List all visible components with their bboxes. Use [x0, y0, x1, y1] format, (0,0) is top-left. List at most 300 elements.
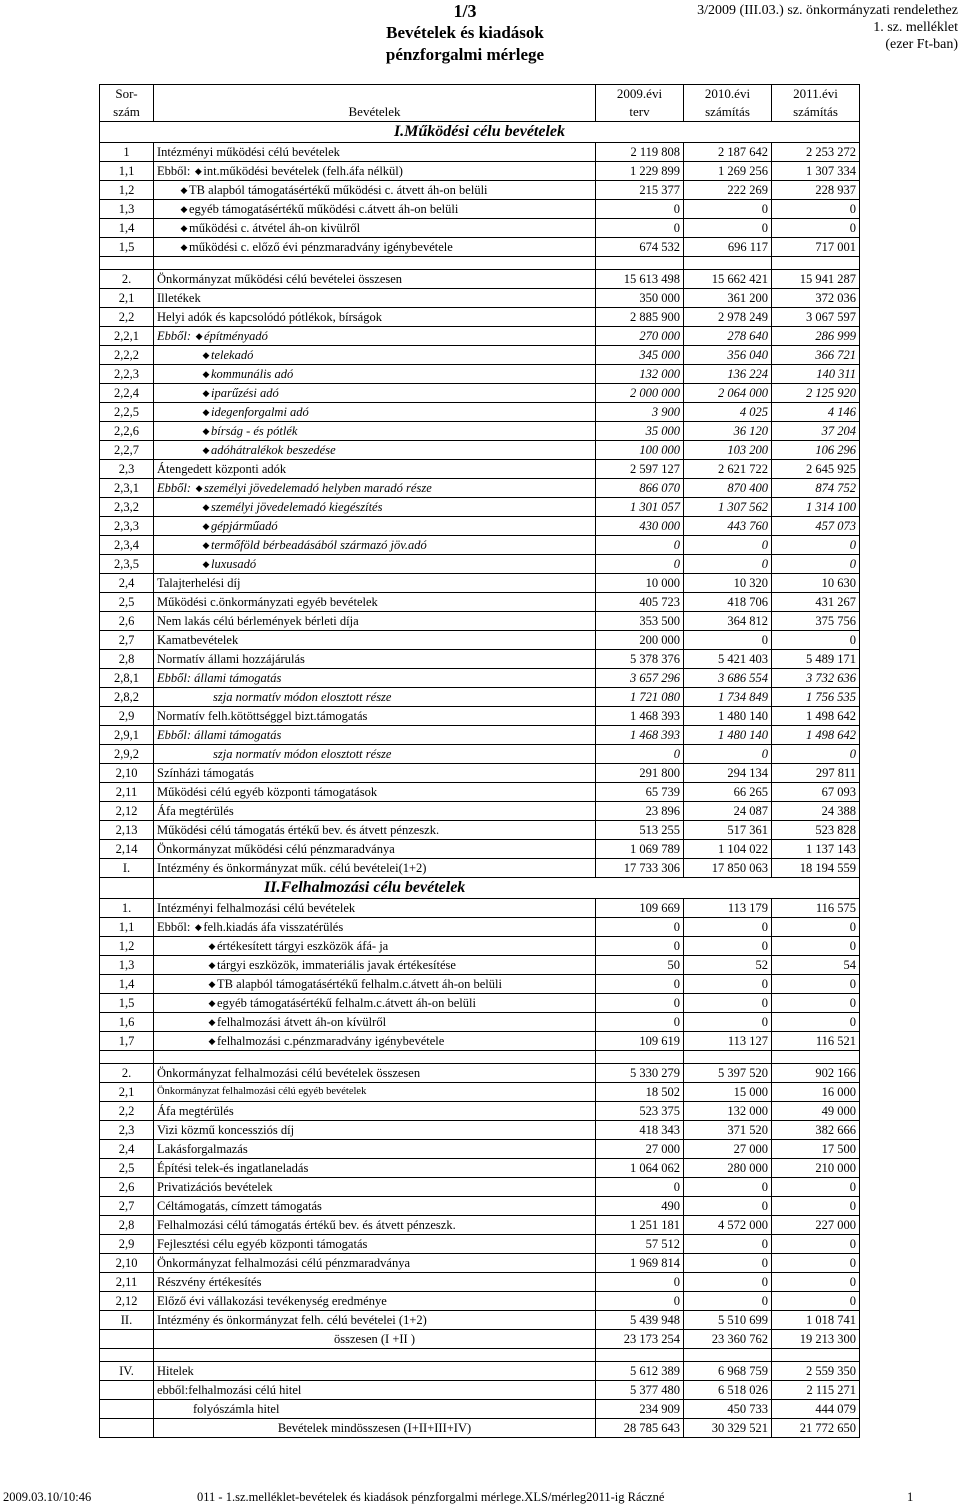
diamond-bullet-icon: ◆: [202, 426, 210, 436]
row-number: 2,3,2: [100, 498, 154, 517]
value-2011: 1 756 535: [772, 688, 860, 707]
row-label: Felhalmozási célú támogatás értékű bev. és átvett pénzeszk.: [157, 1218, 456, 1232]
row-number: 2,9,2: [100, 745, 154, 764]
value-2011: 1 314 100: [772, 498, 860, 517]
row-item-label: TB alapból támogatásértékű működési c. átvett áh-on belüli: [189, 183, 488, 197]
value-2010: 0: [684, 918, 772, 937]
row-number: 1.: [100, 899, 154, 918]
row-description: [154, 956, 596, 975]
row-label: Önkormányzat működési célú pénzmaradványa: [157, 842, 395, 856]
value-2011: 24 388: [772, 802, 860, 821]
value-2011: 19 213 300: [772, 1330, 860, 1349]
bullet-item: [157, 519, 278, 533]
value-2009: 405 723: [596, 593, 684, 612]
value-2009: 1 721 080: [596, 688, 684, 707]
row-number: 2,11: [100, 1273, 154, 1292]
row-description: [154, 1400, 596, 1419]
table-row: [100, 1254, 860, 1273]
value-2010: 132 000: [684, 1102, 772, 1121]
value-2011: 0: [772, 1273, 860, 1292]
row-label: Lakásforgalmazás: [157, 1142, 248, 1156]
table-row: [100, 308, 860, 327]
row-total-label: összesen (I +II ): [334, 1332, 415, 1346]
row-number: 2,2,4: [100, 384, 154, 403]
value-2009: 35 000: [596, 422, 684, 441]
row-number: 2,3,1: [100, 479, 154, 498]
value-2010: 17 850 063: [684, 859, 772, 878]
bullet-item: [157, 1034, 444, 1048]
value-2010: 222 269: [684, 181, 772, 200]
value-2009: 50: [596, 956, 684, 975]
row-number: 2.: [100, 270, 154, 289]
value-2010: 66 265: [684, 783, 772, 802]
table-row: [100, 422, 860, 441]
row-label: Működési célú támogatás értékű bev. és átvett pénzeszk.: [157, 823, 440, 837]
value-2009: 5 378 376: [596, 650, 684, 669]
footer-date: 2009.03.10/10:46: [3, 1490, 92, 1504]
table-row: [100, 745, 860, 764]
row-number: 1,5: [100, 238, 154, 257]
hdr-szamitas-2010: számítás: [684, 103, 772, 122]
value-2010: 361 200: [684, 289, 772, 308]
table-row: [100, 1381, 860, 1400]
row-description: [154, 1159, 596, 1178]
row-description: [154, 384, 596, 403]
value-2009: 132 000: [596, 365, 684, 384]
value-2010: 2 064 000: [684, 384, 772, 403]
value-2011: 54: [772, 956, 860, 975]
row-label: Fejlesztési célu egyéb központi támogatás: [157, 1237, 368, 1251]
table-row: [100, 612, 860, 631]
row-description: [154, 937, 596, 956]
section-2-title: II.Felhalmozási célu bevételek: [154, 878, 860, 899]
table-row: [100, 1330, 860, 1349]
table-row: [100, 764, 860, 783]
value-2009: 0: [596, 1178, 684, 1197]
table-row: [100, 162, 860, 181]
row-description: [154, 270, 596, 289]
table-row: [100, 441, 860, 460]
value-2009: 5 612 389: [596, 1362, 684, 1381]
value-2010: 24 087: [684, 802, 772, 821]
table-row: [100, 1419, 860, 1438]
row-description: [154, 688, 596, 707]
row-description: [154, 219, 596, 238]
table-row: [100, 327, 860, 346]
table-row: [100, 1178, 860, 1197]
value-2009: 0: [596, 536, 684, 555]
bullet-item: [157, 183, 488, 197]
value-2010: 0: [684, 1178, 772, 1197]
bullet-item: [190, 920, 343, 934]
row-description: [154, 143, 596, 162]
value-2010: 113 127: [684, 1032, 772, 1051]
table-row: [100, 1121, 860, 1140]
table-row: [100, 975, 860, 994]
value-2011: 457 073: [772, 517, 860, 536]
row-number: 1,7: [100, 1032, 154, 1051]
row-description: [154, 994, 596, 1013]
value-2011: 116 575: [772, 899, 860, 918]
hdr-terv: terv: [596, 103, 684, 122]
bullet-item: [157, 557, 256, 571]
value-2011: 0: [772, 536, 860, 555]
diamond-bullet-icon: ◆: [208, 960, 216, 970]
value-2011: 49 000: [772, 1102, 860, 1121]
bullet-item: [157, 221, 360, 235]
value-2009: 10 000: [596, 574, 684, 593]
diamond-bullet-icon: ◆: [202, 350, 210, 360]
row-item-label: személyi jövedelemadó helyben maradó része: [204, 481, 432, 495]
spacer-row: [100, 257, 860, 270]
row-label: Helyi adók és kapcsolódó pótlékok, bírságok: [157, 310, 382, 324]
footer-file: 011 - 1.sz.melléklet-bevételek és kiadások pénzforgalmi mérlege.XLS/mérleg2011-ig Ráczné: [197, 1490, 665, 1504]
value-2009: 345 000: [596, 346, 684, 365]
value-2009: 0: [596, 975, 684, 994]
row-description: [154, 1235, 596, 1254]
value-2011: 3 067 597: [772, 308, 860, 327]
row-number: 2,1: [100, 1083, 154, 1102]
value-2010: 418 706: [684, 593, 772, 612]
value-2011: 0: [772, 555, 860, 574]
value-2010: 870 400: [684, 479, 772, 498]
table-row: [100, 143, 860, 162]
table-row: [100, 200, 860, 219]
value-2010: 4 572 000: [684, 1216, 772, 1235]
table-row: [100, 956, 860, 975]
bullet-item: [157, 500, 382, 514]
row-description: [154, 821, 596, 840]
doc-title-1: Bevételek és kiadások: [386, 23, 544, 42]
value-2009: 490: [596, 1197, 684, 1216]
table-row: [100, 574, 860, 593]
row-number: 2,8: [100, 1216, 154, 1235]
row-description: [154, 1032, 596, 1051]
row-number: 2,2,1: [100, 327, 154, 346]
value-2010: 1 269 256: [684, 162, 772, 181]
row-description: [154, 707, 596, 726]
table-row: [100, 1292, 860, 1311]
row-label: Intézményi működési célú bevételek: [157, 145, 340, 159]
row-number: 2,9: [100, 1235, 154, 1254]
row-label: Színházi támogatás: [157, 766, 254, 780]
row-description: [154, 1216, 596, 1235]
row-label: Önkormányzat felhalmozási célú bevételek összesen: [157, 1066, 421, 1080]
value-2009: 5 330 279: [596, 1064, 684, 1083]
value-2010: 23 360 762: [684, 1330, 772, 1349]
diamond-bullet-icon: ◆: [180, 185, 188, 195]
row-label: Privatizációs bevételek: [157, 1180, 273, 1194]
diamond-bullet-icon: ◆: [202, 521, 210, 531]
value-2010: 0: [684, 937, 772, 956]
row-description: [154, 422, 596, 441]
row-number: 1,3: [100, 956, 154, 975]
row-description: [154, 1362, 596, 1381]
diamond-bullet-icon: ◆: [202, 369, 210, 379]
value-2009: 1 468 393: [596, 726, 684, 745]
table-row: [100, 631, 860, 650]
annex-ref: 1. sz. melléklet: [873, 20, 958, 35]
value-2011: 366 721: [772, 346, 860, 365]
value-2009: 0: [596, 1273, 684, 1292]
row-description: [154, 1064, 596, 1083]
value-2010: 36 120: [684, 422, 772, 441]
row-description: [154, 1083, 596, 1102]
value-2011: 106 296: [772, 441, 860, 460]
value-2009: 350 000: [596, 289, 684, 308]
row-number: 2,2,5: [100, 403, 154, 422]
value-2009: 17 733 306: [596, 859, 684, 878]
row-item-label: értékesített tárgyi eszközök áfá- ja: [217, 939, 389, 953]
table-row: [100, 479, 860, 498]
diamond-bullet-icon: ◆: [208, 998, 216, 1008]
value-2009: 23 896: [596, 802, 684, 821]
row-description: [154, 745, 596, 764]
header-row-1: [100, 85, 860, 104]
value-2010: 371 520: [684, 1121, 772, 1140]
spacer-row: [100, 1051, 860, 1064]
row-label: Ebből: állami támogatás: [157, 671, 282, 685]
doc-title-2: pénzforgalmi mérlege: [385, 45, 545, 64]
value-2009: 215 377: [596, 181, 684, 200]
row-label: Vizi közmű koncessziós díj: [157, 1123, 295, 1137]
diamond-bullet-icon: ◆: [195, 483, 203, 493]
value-2009: 2 885 900: [596, 308, 684, 327]
row-sub-label: szja normatív módon elosztott része: [213, 747, 392, 761]
row-item-label: gépjárműadó: [211, 519, 278, 533]
row-number: 2,3: [100, 460, 154, 479]
value-2011: 0: [772, 1292, 860, 1311]
table-row: [100, 707, 860, 726]
diamond-bullet-icon: ◆: [194, 166, 202, 176]
value-2011: 21 772 650: [772, 1419, 860, 1438]
value-2010: 113 179: [684, 899, 772, 918]
table-row: [100, 783, 860, 802]
row-number: I.: [100, 859, 154, 878]
value-2011: 382 666: [772, 1121, 860, 1140]
value-2011: 0: [772, 1197, 860, 1216]
row-description: [154, 365, 596, 384]
value-2009: 109 669: [596, 899, 684, 918]
value-2011: 0: [772, 975, 860, 994]
value-2009: 28 785 643: [596, 1419, 684, 1438]
value-2009: 15 613 498: [596, 270, 684, 289]
value-2009: 0: [596, 555, 684, 574]
bullet-item: [157, 939, 388, 953]
row-description: [154, 517, 596, 536]
value-2010: 450 733: [684, 1400, 772, 1419]
row-item-label: int.működési bevételek (felh.áfa nélkül): [203, 164, 403, 178]
table-row: [100, 593, 860, 612]
header-meta: [697, 2, 958, 53]
hdr-2009: 2009.évi: [596, 85, 684, 104]
row-label: Működési c.önkormányzati egyéb bevételek: [157, 595, 378, 609]
table-row: [100, 937, 860, 956]
table-row: [100, 346, 860, 365]
table-row: [100, 1013, 860, 1032]
row-number: 2,6: [100, 1178, 154, 1197]
row-item-label: TB alapból támogatásértékű felhalm.c.átvett áh-on belüli: [217, 977, 502, 991]
value-2009: 5 377 480: [596, 1381, 684, 1400]
value-2010: 1 104 022: [684, 840, 772, 859]
value-2011: 16 000: [772, 1083, 860, 1102]
page-number: [330, 0, 600, 66]
row-label: Ebből:: [157, 920, 191, 934]
bullet-item: [157, 405, 309, 419]
value-2009: 65 739: [596, 783, 684, 802]
value-2010: 2 621 722: [684, 460, 772, 479]
row-number: 1,3: [100, 200, 154, 219]
row-number: [100, 1400, 154, 1419]
table-row: [100, 899, 860, 918]
row-description: [154, 859, 596, 878]
value-2009: 1 251 181: [596, 1216, 684, 1235]
value-2010: 1 734 849: [684, 688, 772, 707]
value-2011: 0: [772, 937, 860, 956]
value-2011: 297 811: [772, 764, 860, 783]
row-description: [154, 327, 596, 346]
value-2010: 27 000: [684, 1140, 772, 1159]
row-number: 2,3,4: [100, 536, 154, 555]
value-2010: 364 812: [684, 612, 772, 631]
row-description: [154, 574, 596, 593]
value-2010: 0: [684, 1197, 772, 1216]
table-row: [100, 1311, 860, 1330]
hdr-sor: Sor-: [100, 85, 154, 104]
value-2011: 10 630: [772, 574, 860, 593]
row-number: 2,3,3: [100, 517, 154, 536]
value-2010: 136 224: [684, 365, 772, 384]
diamond-bullet-icon: ◆: [208, 979, 216, 989]
bullet-item: [157, 367, 293, 381]
row-number: 2,2,3: [100, 365, 154, 384]
value-2009: 353 500: [596, 612, 684, 631]
value-2011: 2 559 350: [772, 1362, 860, 1381]
hdr-2010: 2010.évi: [684, 85, 772, 104]
table-row: [100, 517, 860, 536]
value-2011: 2 645 925: [772, 460, 860, 479]
row-label: Intézmény és önkormányzat műk. célú bevételei(1+2): [157, 861, 427, 875]
value-2009: 1 969 814: [596, 1254, 684, 1273]
value-2011: 17 500: [772, 1140, 860, 1159]
value-2010: 443 760: [684, 517, 772, 536]
row-number: 2,3,5: [100, 555, 154, 574]
header-row-2: [100, 103, 860, 122]
table-row: [100, 650, 860, 669]
row-number: 2,12: [100, 802, 154, 821]
row-item-label: működési c. átvétel áh-on kivülről: [189, 221, 361, 235]
row-description: [154, 631, 596, 650]
value-2010: 15 000: [684, 1083, 772, 1102]
value-2010: 103 200: [684, 441, 772, 460]
table-row: [100, 859, 860, 878]
value-2010: 10 320: [684, 574, 772, 593]
value-2010: 2 187 642: [684, 143, 772, 162]
row-item-label: bírság - és pótlék: [211, 424, 298, 438]
diamond-bullet-icon: ◆: [202, 445, 210, 455]
diamond-bullet-icon: ◆: [202, 540, 210, 550]
row-label: Hitelek: [157, 1364, 194, 1378]
bullet-item: [190, 164, 403, 178]
row-number: 2,2: [100, 308, 154, 327]
row-item-label: építményadó: [204, 329, 268, 343]
diamond-bullet-icon: ◆: [195, 331, 203, 341]
row-item-label: személyi jövedelemadó kiegészítés: [211, 500, 383, 514]
row-description: [154, 1013, 596, 1032]
row-description: [154, 200, 596, 219]
row-number: 2,14: [100, 840, 154, 859]
row-description: [154, 975, 596, 994]
row-description: [154, 1273, 596, 1292]
row-label: Intézmény és önkormányzat felh. célú bevételei (1+2): [157, 1313, 427, 1327]
row-description: [154, 669, 596, 688]
row-label: Áfa megtérülés: [157, 804, 234, 818]
value-2011: 0: [772, 1254, 860, 1273]
value-2010: 0: [684, 631, 772, 650]
row-label: Talajterhelési díj: [157, 576, 241, 590]
page-no: 1/3: [453, 1, 477, 21]
value-2011: 431 267: [772, 593, 860, 612]
value-2009: 513 255: [596, 821, 684, 840]
row-number: 1,1: [100, 918, 154, 937]
diamond-bullet-icon: ◆: [180, 204, 188, 214]
table-row: [100, 688, 860, 707]
row-number: 2,9: [100, 707, 154, 726]
value-2010: 696 117: [684, 238, 772, 257]
value-2010: 5 397 520: [684, 1064, 772, 1083]
row-item-label: idegenforgalmi adó: [211, 405, 309, 419]
row-number: 2,8: [100, 650, 154, 669]
value-2010: 0: [684, 536, 772, 555]
value-2011: 375 756: [772, 612, 860, 631]
row-number: 2,12: [100, 1292, 154, 1311]
value-2009: 3 657 296: [596, 669, 684, 688]
row-description: [154, 238, 596, 257]
value-2009: 0: [596, 1013, 684, 1032]
value-2009: 0: [596, 1292, 684, 1311]
row-number: [100, 1330, 154, 1349]
row-number: 2,5: [100, 593, 154, 612]
row-label: Intézményi felhalmozási célú bevételek: [157, 901, 356, 915]
table-row: [100, 460, 860, 479]
row-sub-label: szja normatív módon elosztott része: [213, 690, 392, 704]
row-number: 1,4: [100, 219, 154, 238]
value-2009: 291 800: [596, 764, 684, 783]
diamond-bullet-icon: ◆: [180, 242, 188, 252]
row-number: 2,2,2: [100, 346, 154, 365]
row-number: 2,5: [100, 1159, 154, 1178]
value-2010: 517 361: [684, 821, 772, 840]
value-2010: 280 000: [684, 1159, 772, 1178]
row-number: 1,5: [100, 994, 154, 1013]
row-number: 1,2: [100, 937, 154, 956]
row-description: [154, 612, 596, 631]
row-number: 2,4: [100, 574, 154, 593]
value-2011: 444 079: [772, 1400, 860, 1419]
value-2011: 140 311: [772, 365, 860, 384]
row-label: Működési célú egyéb központi támogatások: [157, 785, 378, 799]
value-2011: 0: [772, 631, 860, 650]
row-number: 2,2,7: [100, 441, 154, 460]
value-2010: 52: [684, 956, 772, 975]
section-1-row: [100, 122, 860, 143]
bullet-item: [157, 1015, 386, 1029]
value-2011: 210 000: [772, 1159, 860, 1178]
table-row: [100, 365, 860, 384]
table-row: [100, 181, 860, 200]
value-2010: 30 329 521: [684, 1419, 772, 1438]
value-2011: 0: [772, 745, 860, 764]
